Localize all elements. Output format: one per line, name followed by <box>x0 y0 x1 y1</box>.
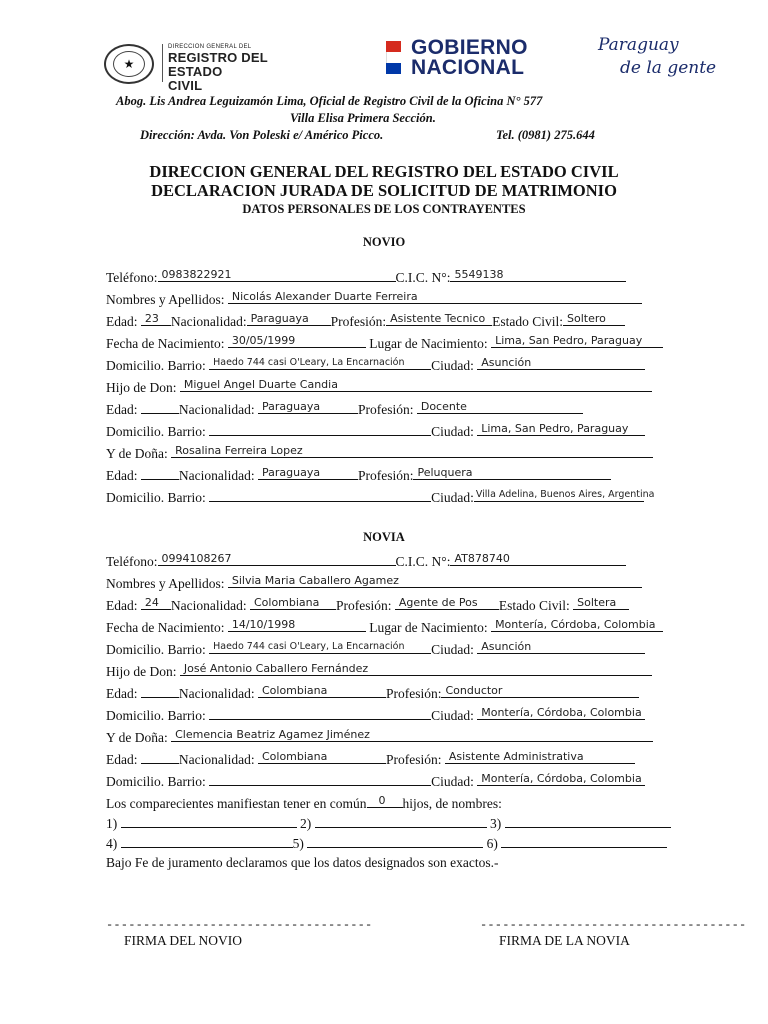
novia-nombres-row: Nombres y Apellidos: Silvia Maria Caballero Agamez <box>106 573 642 592</box>
declaration-text: Bajo Fe de juramento declaramos que los datos designados son exactos.- <box>106 855 499 870</box>
logo-divider <box>162 44 163 82</box>
novio-domicilio-row: Domicilio. Barrio: Haedo 744 casi O'Leary, La Encarnación Ciudad: Asunción <box>106 355 645 374</box>
registro-civil-seal-icon: ★ <box>104 44 154 84</box>
hijos-cantidad-field[interactable]: 0 <box>378 794 386 807</box>
novio-padre-row: Hijo de Don: Miguel Angel Duarte Candia <box>106 377 652 396</box>
novio-madre-domicilio-row: Domicilio. Barrio: Ciudad: Villa Adelina, Buenos Aires, Argentina <box>106 489 655 505</box>
firma-novio-label: FIRMA DEL NOVIO <box>124 933 242 948</box>
novia-padre-field[interactable]: José Antonio Caballero Fernández <box>183 662 369 675</box>
novio-ciudad-field[interactable]: Asunción <box>481 356 532 369</box>
novia-cic-field[interactable]: AT878740 <box>454 552 510 565</box>
novio-profesion-field[interactable]: Asistente Tecnico <box>390 312 486 325</box>
hijo-1-field[interactable] <box>121 813 297 828</box>
novia-padre-profesion-field[interactable]: Conductor <box>445 684 503 697</box>
novio-lugar-nac-field[interactable]: Lima, San Pedro, Paraguay <box>495 334 643 347</box>
paraguay-flag-icon <box>386 41 401 74</box>
novio-padre-domicilio-row: Domicilio. Barrio: Ciudad: Lima, San Pedro, Paraguay <box>106 421 645 440</box>
novia-domicilio-row: Domicilio. Barrio: Haedo 744 casi O'Leary, La Encarnación Ciudad: Asunción <box>106 639 645 658</box>
novia-ciudad-field[interactable]: Asunción <box>481 640 532 653</box>
novia-madre-nacionalidad-field[interactable]: Colombiana <box>261 750 328 763</box>
novio-padre-ciudad-field[interactable]: Lima, San Pedro, Paraguay <box>481 422 629 435</box>
novio-barrio-field[interactable]: Haedo 744 casi O'Leary, La Encarnación <box>213 357 405 368</box>
novio-padre-edad-row: Edad: Nacionalidad: Paraguaya Profesión: Docente <box>106 399 583 418</box>
novio-nacionalidad-field[interactable]: Paraguaya <box>250 312 309 325</box>
novia-estado-civil-field[interactable]: Soltera <box>577 596 617 609</box>
novia-padre-domicilio-row: Domicilio. Barrio: Ciudad: Montería, Córdoba, Colombia <box>106 705 645 724</box>
novio-telefono-field[interactable]: 0983822921 <box>161 268 232 281</box>
registro-civil-logo: DIRECCION GENERAL DEL REGISTRO DEL ESTADO CIVIL <box>168 44 268 93</box>
novia-edad-row: Edad: 24 Nacionalidad: Colombiana Profesión: Agente de Pos Estado Civil: Soltera <box>106 595 629 614</box>
hijos-nombres-row-2: 4) 5) 6) <box>106 833 667 852</box>
novio-madre-ciudad-field[interactable]: Villa Adelina, Buenos Aires, Argentina <box>475 489 655 500</box>
novia-madre-ciudad-field[interactable]: Montería, Córdoba, Colombia <box>481 772 642 785</box>
firma-novia-label: FIRMA DE LA NOVIA <box>499 933 630 948</box>
hijo-6-field[interactable] <box>501 833 667 848</box>
novia-fecha-nac-field[interactable]: 14/10/1998 <box>231 618 296 631</box>
novio-estado-civil-field[interactable]: Soltero <box>566 312 606 325</box>
title-line-1: DIRECCION GENERAL DEL REGISTRO DEL ESTADO CIVIL <box>149 162 619 181</box>
office-line: Abog. Lis Andrea Leguizamón Lima, Oficial de Registro Civil de la Oficina N° 577 <box>116 94 543 108</box>
novia-profesion-field[interactable]: Agente de Pos <box>398 596 478 609</box>
novia-padre-edad-row: Edad: Nacionalidad: Colombiana Profesión: Conductor <box>106 683 639 702</box>
hijos-row: Los comparecientes manifiestan tener en común 0 hijos, de nombres: <box>106 794 502 811</box>
novio-madre-nacionalidad-field[interactable]: Paraguaya <box>261 466 321 479</box>
novia-nacimiento-row: Fecha de Nacimiento: 14/10/1998 Lugar de Nacimiento: Montería, Córdoba, Colombia <box>106 617 663 636</box>
section-novio-title: NOVIO <box>362 235 406 249</box>
novia-madre-profesion-field[interactable]: Asistente Administrativa <box>448 750 584 763</box>
hijo-3-field[interactable] <box>505 813 671 828</box>
novia-edad-field[interactable]: 24 <box>144 596 159 609</box>
novia-madre-row: Y de Doña: Clemencia Beatriz Agamez Jiménez <box>106 727 653 746</box>
phone-line: Tel. (0981) 275.644 <box>496 128 595 142</box>
novio-telefono-row: Teléfono: 0983822921 C.I.C. N°: 5549138 <box>106 267 626 286</box>
novio-madre-field[interactable]: Rosalina Ferreira Lopez <box>175 444 303 457</box>
novia-telefono-row: Teléfono: 0994108267 C.I.C. N°: AT878740 <box>106 551 626 570</box>
gobierno-nacional-logo: GOBIERNO NACIONAL <box>411 36 528 79</box>
novia-padre-nacionalidad-field[interactable]: Colombiana <box>261 684 328 697</box>
novio-cic-field[interactable]: 5549138 <box>454 268 504 281</box>
paraguay-de-la-gente-logo: Paraguay de la gente <box>598 35 717 78</box>
address-line: Dirección: Avda. Von Poleski e/ Américo Picco. <box>140 128 384 142</box>
novia-madre-field[interactable]: Clemencia Beatriz Agamez Jiménez <box>175 728 370 741</box>
novia-madre-domicilio-row: Domicilio. Barrio: Ciudad: Montería, Córdoba, Colombia <box>106 771 645 790</box>
novio-nombres-row: Nombres y Apellidos: Nicolás Alexander Duarte Ferreira <box>106 289 642 308</box>
firma-novio-line: ------------------------------------ <box>106 918 373 932</box>
novio-padre-field[interactable]: Miguel Angel Duarte Candia <box>183 378 338 391</box>
novia-nombres-field[interactable]: Silvia Maria Caballero Agamez <box>231 574 399 587</box>
novia-madre-edad-row: Edad: Nacionalidad: Colombiana Profesión: Asistente Administrativa <box>106 749 635 768</box>
novio-nacimiento-row: Fecha de Nacimiento: 30/05/1999 Lugar de Nacimiento: Lima, San Pedro, Paraguay <box>106 333 663 352</box>
novio-madre-edad-row: Edad: Nacionalidad: Paraguaya Profesión: Peluquera <box>106 465 611 484</box>
novio-edad-row: Edad: 23 Nacionalidad: Paraguaya Profesión: Asistente Tecnico Estado Civil: Soltero <box>106 311 625 330</box>
novia-telefono-field[interactable]: 0994108267 <box>161 552 232 565</box>
novio-padre-nacionalidad-field[interactable]: Paraguaya <box>261 400 321 413</box>
novio-madre-profesion-field[interactable]: Peluquera <box>417 466 473 479</box>
novio-edad-field[interactable]: 23 <box>144 312 159 325</box>
hijo-2-field[interactable] <box>315 813 487 828</box>
hijo-5-field[interactable] <box>307 833 483 848</box>
novia-barrio-field[interactable]: Haedo 744 casi O'Leary, La Encarnación <box>213 641 405 652</box>
novia-padre-row: Hijo de Don: José Antonio Caballero Fernández <box>106 661 652 680</box>
novia-nacionalidad-field[interactable]: Colombiana <box>253 596 320 609</box>
section-novia-title: NOVIA <box>363 530 405 544</box>
novio-nombres-field[interactable]: Nicolás Alexander Duarte Ferreira <box>231 290 418 303</box>
location-line: Villa Elisa Primera Sección. <box>290 111 436 125</box>
novio-madre-row: Y de Doña: Rosalina Ferreira Lopez <box>106 443 653 462</box>
subtitle: DATOS PERSONALES DE LOS CONTRAYENTES <box>242 202 526 216</box>
title-line-2: DECLARACION JURADA DE SOLICITUD DE MATRIMONIO <box>151 181 617 200</box>
hijo-4-field[interactable] <box>121 833 293 848</box>
novia-lugar-nac-field[interactable]: Montería, Córdoba, Colombia <box>495 618 656 631</box>
novia-padre-ciudad-field[interactable]: Montería, Córdoba, Colombia <box>481 706 642 719</box>
novio-padre-profesion-field[interactable]: Docente <box>420 400 467 413</box>
hijos-nombres-row-1: 1) 2) 3) <box>106 813 671 832</box>
firma-novia-line: ------------------------------------ <box>480 918 747 932</box>
novio-fecha-nac-field[interactable]: 30/05/1999 <box>231 334 296 347</box>
